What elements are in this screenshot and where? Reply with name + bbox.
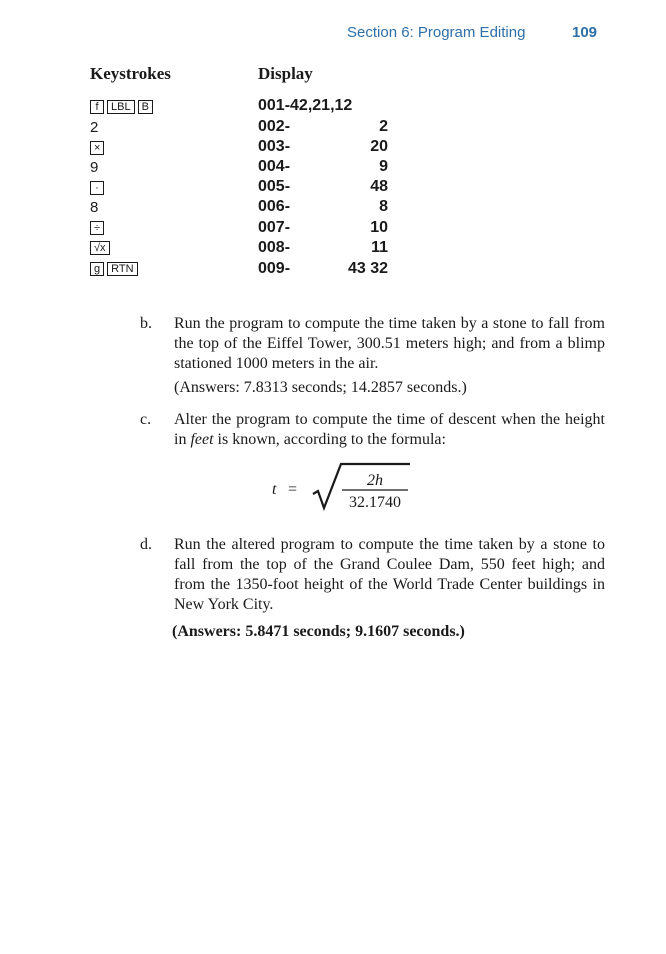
keystroke-cell: [90, 218, 107, 238]
keystroke-cell: [90, 238, 113, 258]
keystroke-cell: [90, 138, 107, 158]
item-text: [174, 410, 605, 450]
section-title: Section 6: Program Editing: [347, 24, 526, 41]
formula-denominator: 32.1740: [349, 494, 401, 511]
answer-d: (Answers: 5.8471 seconds; 9.1607 seconds.): [172, 623, 465, 640]
display-value: 20: [370, 138, 388, 155]
display-value: 10: [370, 219, 388, 236]
display-address: 003-: [258, 138, 291, 155]
keystroke-cell: [90, 97, 156, 117]
keystroke-cell: 2: [90, 118, 99, 136]
display-address: 001-42,21,12: [258, 97, 353, 114]
display-address: 002-: [258, 118, 291, 135]
item-text-part: is known, according to the formula:: [213, 431, 446, 448]
calculator-key: B: [138, 100, 153, 114]
display-address: 007-: [258, 219, 291, 236]
display-cell: [258, 97, 388, 117]
item-letter: d.: [140, 536, 152, 553]
display-address: 004-: [258, 158, 291, 175]
item-letter: c.: [140, 411, 152, 428]
display-address: 005-: [258, 178, 291, 195]
display-value: 43 32: [347, 260, 388, 277]
item-letter: b.: [140, 315, 152, 332]
calculator-key: LBL: [107, 100, 135, 114]
display-cell: [258, 198, 388, 218]
descent-time-formula: [270, 462, 420, 518]
display-address: 009-: [258, 260, 291, 277]
formula-numerator: 2h: [367, 472, 383, 489]
display-value: 11: [371, 239, 388, 256]
display-cell: [258, 178, 388, 198]
calculator-key: ×: [90, 141, 104, 155]
display-address: 006-: [258, 198, 291, 215]
display-value: 2: [379, 118, 388, 135]
display-cell: [258, 158, 388, 178]
display-value: 9: [379, 158, 388, 175]
page-header: [0, 24, 666, 44]
keystroke-cell: 9: [90, 158, 99, 176]
display-header: Display: [258, 64, 313, 83]
page-number: 109: [572, 24, 598, 41]
calculator-key: f: [90, 100, 104, 114]
display-cell: [258, 219, 388, 239]
emphasis-feet: feet: [190, 431, 214, 448]
calculator-key: ·: [90, 181, 104, 195]
keystroke-cell: [90, 259, 141, 279]
calculator-key: RTN: [107, 262, 137, 276]
keystroke-cell: [90, 178, 107, 198]
calculator-key: ÷: [90, 221, 104, 235]
answer-b: (Answers: 7.8313 seconds; 14.2857 seconds.): [174, 379, 467, 396]
formula-lhs: t: [272, 481, 277, 498]
keystrokes-header: Keystrokes: [90, 64, 171, 83]
item-text-part: Alter the program to compute the time of descent when the height in: [174, 411, 605, 448]
formula-equals: =: [288, 481, 298, 498]
calculator-key: g: [90, 262, 104, 276]
display-address: 008-: [258, 239, 291, 256]
display-value: 8: [379, 198, 388, 215]
display-cell: [258, 118, 388, 138]
item-text: Run the altered program to compute the time taken by a stone to fall from the top of the Grand Coulee Dam, 550 feet high; and from the 1350-foot height of the World Trade Center buildings in New York City.: [174, 536, 605, 613]
display-value: 48: [370, 178, 388, 195]
calculator-key: √x: [90, 241, 110, 255]
display-cell: [258, 138, 388, 158]
keystroke-cell: 8: [90, 198, 99, 216]
display-cell: [258, 260, 388, 280]
display-cell: [258, 239, 388, 259]
item-text: Run the program to compute the time taken by a stone to fall from the top of the Eiffel Tower, 300.51 meters high; and from a blimp stationed 1000 meters in the air.: [174, 315, 605, 372]
